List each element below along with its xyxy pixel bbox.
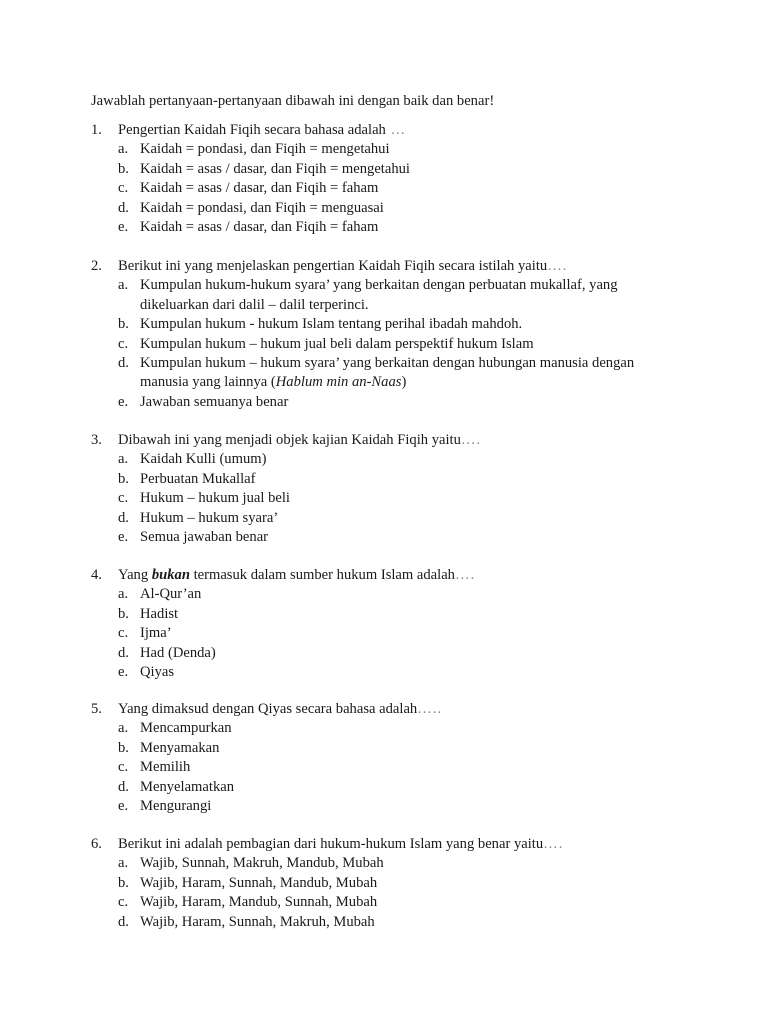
option-letter: b. [118, 316, 129, 333]
option-c [91, 624, 671, 643]
option-c [91, 335, 671, 354]
option-d [91, 644, 671, 663]
option-a [91, 140, 671, 159]
option-text: Kumpulan hukum – hukum jual beli dalam perspektif hukum Islam [140, 335, 534, 352]
option-text: Kaidah = asas / dasar, dan Fiqih = mengetahui [140, 160, 410, 177]
question-text-body: Berikut ini adalah pembagian dari hukum-hukum Islam yang benar yaitu [118, 836, 544, 852]
option-text: Menyelamatkan [140, 778, 235, 795]
option-text: Hukum – hukum jual beli [140, 490, 290, 507]
option-letter: d. [118, 355, 129, 372]
question-ellipsis: …. [547, 258, 568, 274]
option-text-close: ) [401, 374, 407, 391]
option-letter: b. [118, 470, 129, 487]
option-d [91, 509, 671, 528]
question-number: 1. [91, 122, 102, 138]
option-text-main: Kumpulan hukum – hukum syara’ yang berkaitan dengan hubungan manusia dengan manusia yang lainnya ( [140, 355, 635, 391]
option-text: Perbuatan Mukallaf [140, 470, 256, 487]
option-text: Kumpulan hukum-hukum syara’ yang berkaitan dengan perbuatan mukallaf, yang dikeluarkan dari dalil – dalil terperinci. [140, 277, 618, 313]
question-text [118, 567, 475, 583]
option-d [91, 778, 671, 797]
option-letter: a. [118, 141, 129, 158]
instruction-text: Jawablah pertanyaan-pertanyaan dibawah ini dengan baik dan benar! [91, 93, 495, 109]
question-text [118, 701, 442, 717]
option-e [91, 663, 671, 682]
option-c [91, 489, 671, 508]
option-text [140, 354, 671, 393]
option-letter: d. [118, 778, 129, 795]
option-text: Al-Qur’an [140, 586, 202, 603]
question-5 [91, 700, 671, 816]
question-ellipsis: … [385, 122, 407, 138]
option-b [91, 739, 671, 758]
option-list [91, 719, 671, 816]
question-ellipsis: ….. [417, 701, 443, 717]
question-number: 5. [91, 701, 102, 717]
option-text: Mencampurkan [140, 720, 232, 737]
option-text: Ijma’ [140, 625, 172, 642]
question-ellipsis: …. [460, 432, 482, 448]
option-text: Wajib, Haram, Sunnah, Makruh, Mubah [140, 913, 375, 930]
option-letter: c. [118, 759, 129, 776]
option-letter: a. [118, 586, 129, 603]
question-text-body: Dibawah ini yang menjadi objek kajian Kaidah Fiqih yaitu [118, 432, 461, 448]
option-letter: a. [118, 277, 129, 294]
option-text: Hukum – hukum syara’ [140, 509, 279, 526]
option-letter: e. [118, 393, 129, 410]
option-text: Mengurangi [140, 798, 212, 815]
question-text-body: Pengertian Kaidah Fiqih secara bahasa adalah [118, 122, 386, 138]
option-text: Wajib, Sunnah, Makruh, Mandub, Mubah [140, 855, 384, 872]
option-text: Kaidah Kulli (umum) [140, 451, 267, 468]
option-letter: d. [118, 509, 129, 526]
question-text-rest: termasuk dalam sumber hukum Islam adalah [189, 567, 455, 583]
option-c [91, 893, 671, 912]
option-b [91, 315, 671, 334]
option-d [91, 199, 671, 218]
question-stem [91, 121, 671, 140]
option-text: Memilih [140, 759, 191, 776]
question-number: 2. [91, 258, 102, 274]
option-letter: b. [118, 874, 129, 891]
question-text-body: Yang [118, 567, 152, 583]
option-letter: a. [118, 451, 129, 468]
option-text: Kumpulan hukum - hukum Islam tentang perihal ibadah mahdoh. [140, 316, 523, 333]
question-text [118, 836, 563, 852]
option-a [91, 719, 671, 738]
option-text: Wajib, Haram, Sunnah, Mandub, Mubah [140, 874, 378, 891]
question-text-body: Berikut ini yang menjelaskan pengertian Kaidah Fiqih secara istilah yaitu [118, 258, 548, 274]
option-a [91, 854, 671, 873]
question-1 [91, 121, 671, 237]
option-text: Jawaban semuanya benar [140, 393, 289, 410]
option-e [91, 528, 671, 547]
option-list [91, 276, 671, 412]
option-text: Kaidah = pondasi, dan Fiqih = menguasai [140, 199, 384, 216]
option-a [91, 450, 671, 469]
option-text: Wajib, Haram, Mandub, Sunnah, Mubah [140, 894, 378, 911]
question-text [118, 258, 567, 274]
option-letter: e. [118, 219, 129, 236]
option-b [91, 160, 671, 179]
option-letter: e. [118, 664, 129, 681]
question-number: 6. [91, 836, 102, 852]
option-e [91, 218, 671, 237]
question-text [118, 432, 481, 448]
question-number: 4. [91, 567, 102, 583]
option-letter: a. [118, 720, 129, 737]
option-e [91, 393, 671, 412]
question-ellipsis: …. [543, 836, 564, 852]
option-text: Menyamakan [140, 739, 220, 756]
option-e [91, 797, 671, 816]
question-text [118, 122, 406, 138]
option-c [91, 179, 671, 198]
option-c [91, 758, 671, 777]
option-letter: c. [118, 625, 129, 642]
option-b [91, 874, 671, 893]
option-letter: b. [118, 605, 129, 622]
option-letter: e. [118, 798, 129, 815]
option-text-italic: Hablum min an-Naas [275, 374, 402, 391]
option-text: Semua jawaban benar [140, 529, 269, 546]
question-stem [91, 700, 671, 719]
option-list [91, 450, 671, 547]
question-3 [91, 431, 671, 547]
question-number: 3. [91, 432, 102, 448]
option-letter: c. [118, 894, 129, 911]
option-d [91, 354, 671, 393]
option-text: Hadist [140, 605, 179, 622]
option-list [91, 854, 671, 932]
option-letter: b. [118, 160, 129, 177]
option-letter: d. [118, 913, 129, 930]
question-stem [91, 566, 671, 585]
option-d [91, 913, 671, 932]
option-text: Had (Denda) [140, 644, 216, 661]
option-list [91, 585, 671, 682]
question-text-body: Yang dimaksud dengan Qiyas secara bahasa adalah [118, 701, 418, 717]
option-letter: d. [118, 644, 129, 661]
option-text: Kaidah = asas / dasar, dan Fiqih = faham [140, 180, 379, 197]
option-text: Kaidah = pondasi, dan Fiqih = mengetahui [140, 141, 390, 158]
option-letter: c. [118, 180, 129, 197]
option-list [91, 140, 671, 237]
question-6 [91, 835, 671, 932]
option-letter: b. [118, 739, 129, 756]
option-letter: d. [118, 199, 129, 216]
question-stem [91, 431, 671, 450]
option-letter: c. [118, 335, 129, 352]
option-letter: c. [118, 490, 129, 507]
option-text: Kaidah = asas / dasar, dan Fiqih = faham [140, 219, 379, 236]
question-ellipsis: …. [454, 567, 476, 583]
option-a [91, 585, 671, 604]
option-text: Qiyas [140, 664, 175, 681]
option-b [91, 470, 671, 489]
question-stem [91, 257, 671, 276]
option-letter: e. [118, 529, 129, 546]
question-2 [91, 257, 671, 412]
option-letter: a. [118, 855, 129, 872]
question-emphasis: bukan [151, 567, 190, 583]
question-stem [91, 835, 671, 854]
option-a [91, 276, 671, 315]
question-4 [91, 566, 671, 682]
option-b [91, 605, 671, 624]
